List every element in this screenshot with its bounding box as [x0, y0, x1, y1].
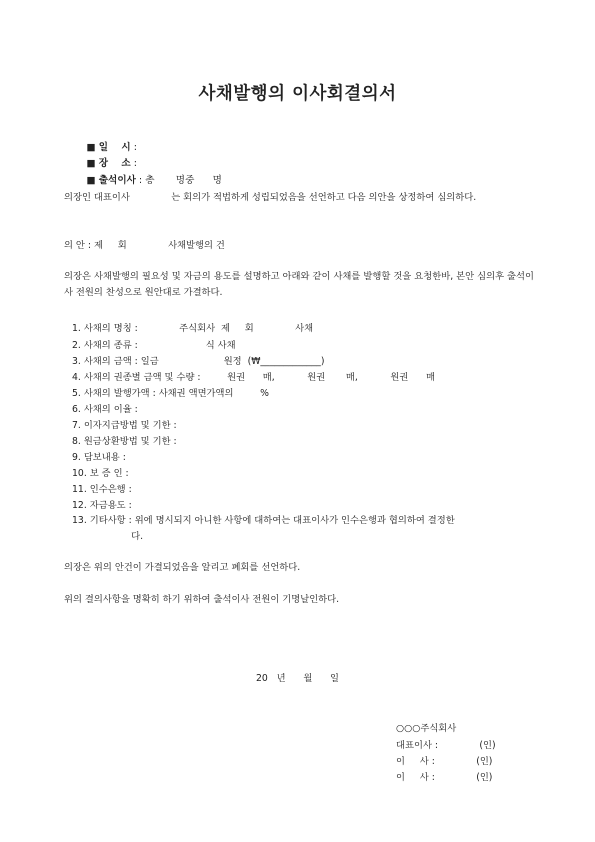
closing-paragraph-2: 위의 결의사항을 명확히 하기 위하여 출석이사 전원이 기명날인하다.: [64, 594, 340, 605]
item-7: 7. 이자지급방법 및 기한 :: [72, 420, 177, 431]
meta-label: ■ 일 시: [86, 142, 131, 153]
item-10: 10. 보 증 인 :: [72, 468, 129, 479]
meta-label: ■ 장 소: [86, 158, 131, 169]
item-9: 9. 담보내용 :: [72, 452, 126, 463]
signature-line: 이 사 : (인): [396, 772, 493, 783]
item-6: 6. 사채의 이율 :: [72, 404, 138, 415]
opening-paragraph: 의장인 대표이사 는 회의가 적법하게 성립되었음을 선언하고 다음 의안을 상정하여 심의하다.: [64, 192, 477, 203]
item-13: 13. 기타사항 : 위에 명시되지 아니한 사항에 대하여는 대표이사가 인수은행과 협의하여 결정한 다.: [72, 515, 455, 542]
item-5: 5. 사채의 발행가액 : 사채권 액면가액의 %: [72, 388, 269, 399]
meta-value: :: [130, 142, 137, 153]
item-12: 12. 자금용도 :: [72, 500, 132, 511]
signature-line: 이 사 : (인): [396, 756, 493, 767]
meta-value: : 총 명중 명: [135, 175, 222, 186]
document-date: 20 년 월 일: [255, 673, 340, 684]
item-8: 8. 원금상환방법 및 기한 :: [72, 436, 177, 447]
signature-line: 대표이사 : (인): [396, 740, 496, 751]
meta-label: ■ 출석이사: [86, 175, 136, 186]
item-11: 11. 인수은행 :: [72, 484, 132, 495]
closing-paragraph-1: 의장은 위의 안건이 가결되었음을 알리고 폐회를 선언하다.: [64, 562, 301, 573]
company-name: ○○○주식회사: [396, 723, 457, 734]
item-2: 2. 사채의 종류 : 식 사채: [72, 340, 236, 351]
item-3: 3. 사채의 금액 : 일금 원정 (₩_____________): [72, 356, 325, 367]
item-1: 1. 사채의 명칭 : 주식회사 제 회 사채: [72, 323, 314, 334]
agenda-line: 의 안 : 제 회 사채발행의 건: [64, 240, 225, 251]
document-title: 사채발행의 이사회결의서: [198, 84, 397, 104]
item-4: 4. 사채의 권종별 금액 및 수량 : 원권 매, 원권 매, 원권 매: [72, 372, 436, 383]
meta-value: :: [130, 158, 137, 169]
explanation-paragraph: 의장은 사채발행의 필요성 및 자금의 용도를 설명하고 아래와 같이 사채를 발행할 것을 요청한바, 본안 심의후 출석이사 전원의 찬성으로 원안대로 가결하다.: [64, 271, 534, 298]
